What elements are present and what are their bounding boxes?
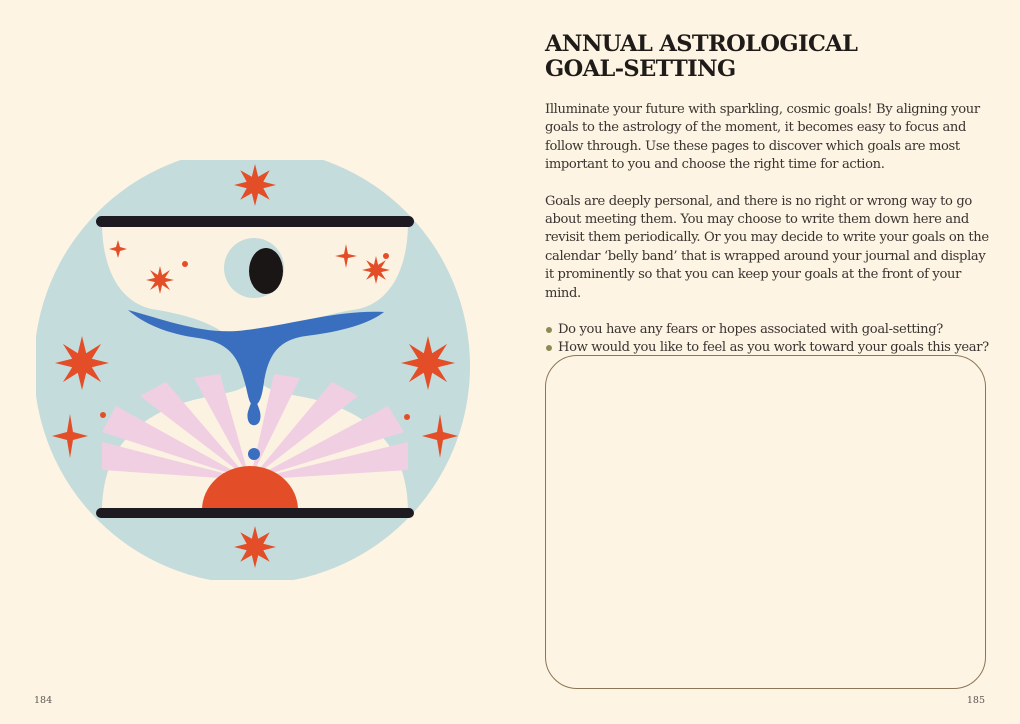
hourglass-illustration [36,160,476,580]
top-bar [96,216,414,227]
star-icon [362,256,390,284]
eclipsed-moon-icon [249,248,283,294]
bottom-bar [96,508,414,518]
star-icon [401,336,455,390]
page-number-right: 185 [966,695,985,706]
dot-icon [404,414,410,420]
bullet-icon [546,345,552,351]
goals-paragraph: Goals are deeply personal, and there is no right or wrong way to go about meeting them. You may choose to write them down here and revisit them periodically. Or you may decide to write your goals on the calendar ‘belly band’ that is wrapped around your journal and display it prominently so that you can keep your goals at the front of your mind. [545,193,989,301]
dot-icon [182,261,188,267]
question-text: How would you like to feel as you work toward your goals this year? [558,340,989,356]
question-list [545,321,990,358]
dot-icon [383,253,389,259]
bullet-icon [546,327,552,333]
page-title [545,32,990,82]
title-line-2: GOAL-SETTING [545,56,736,82]
star-icon [146,266,174,294]
dot-icon [100,412,106,418]
list-item [545,321,990,339]
star-icon [55,336,109,390]
journal-writing-box[interactable] [545,355,986,689]
text-column [545,32,990,358]
question-text: Do you have any fears or hopes associated with goal-setting? [558,322,943,338]
water-dot [248,448,260,460]
title-line-1: ANNUAL ASTROLOGICAL [545,31,858,57]
page-number-left: 184 [34,695,53,706]
intro-paragraph: Illuminate your future with sparkling, cosmic goals! By aligning your goals to the astrology of the moment, it becomes easy to focus and follow through. Use these pages to discover which goals are most important to you and choose the right time for action. [545,102,980,173]
